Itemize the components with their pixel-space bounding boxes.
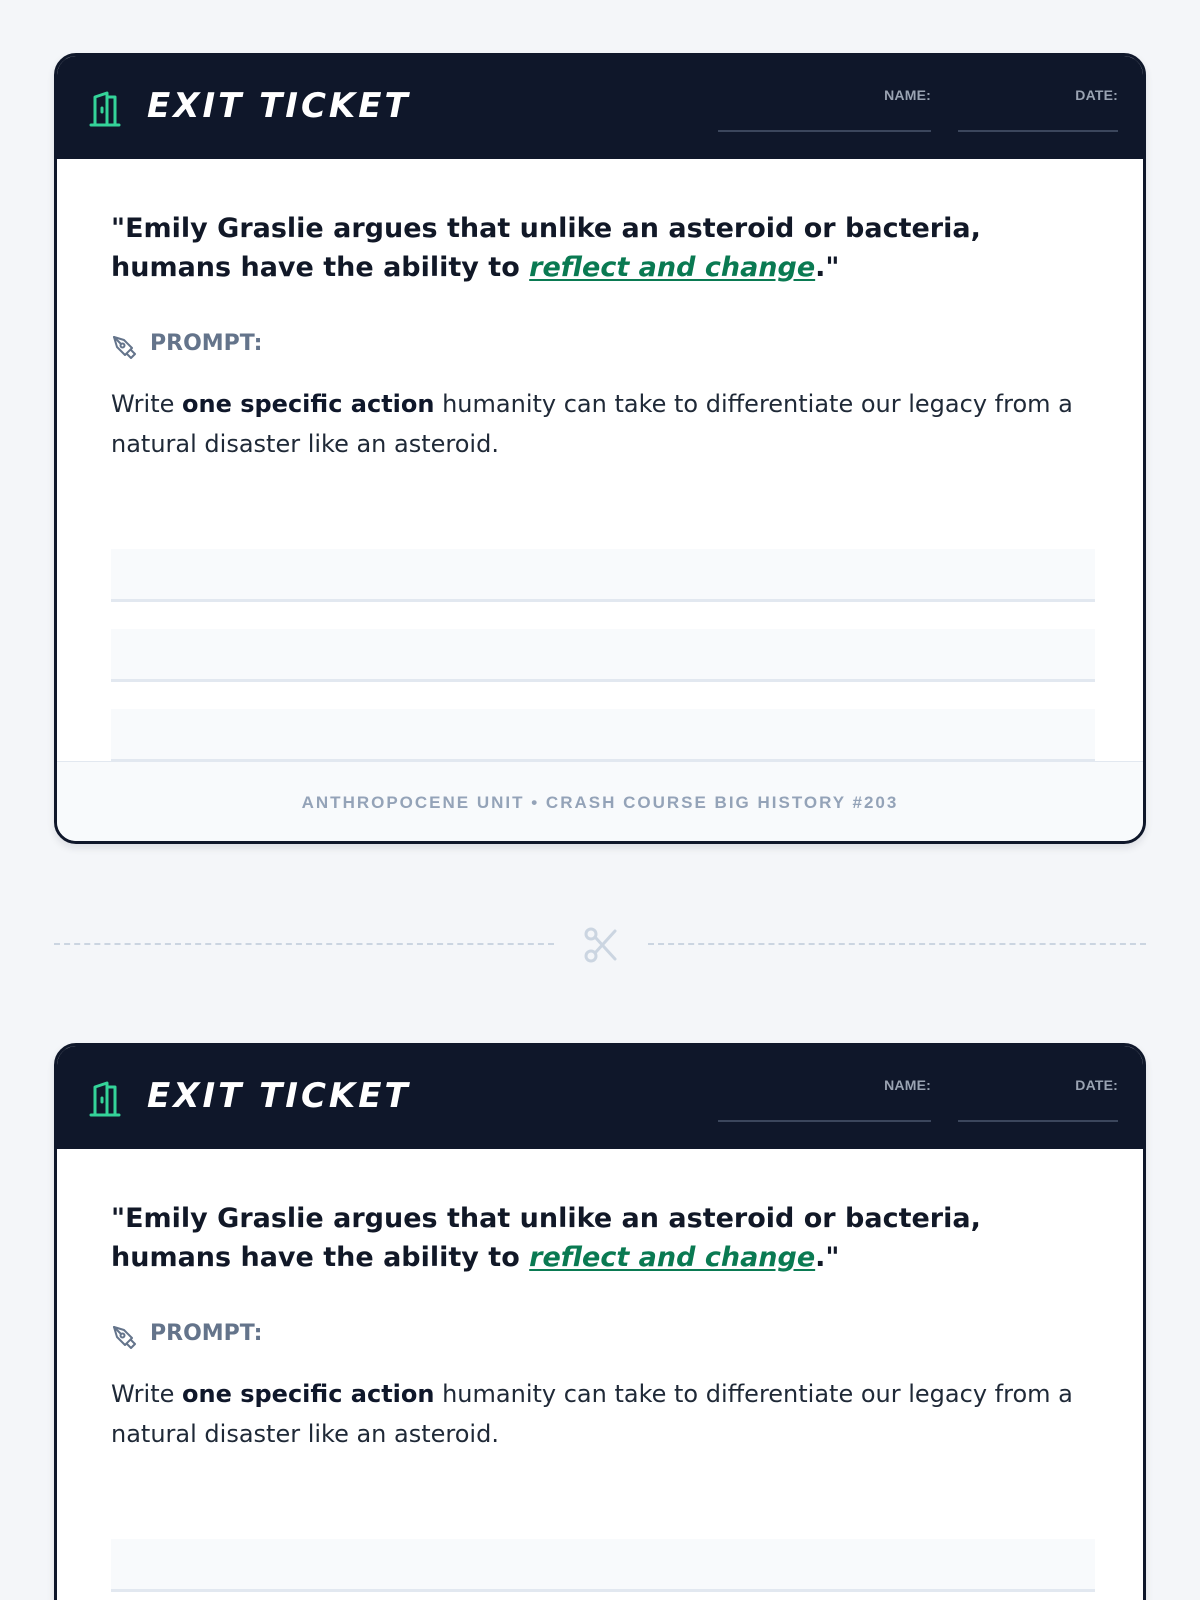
ticket-title: EXIT TICKET [147, 1076, 411, 1116]
prompt-start: Write [111, 1380, 182, 1408]
name-field[interactable] [718, 1074, 931, 1122]
prompt-start: Write [111, 390, 182, 418]
answer-line[interactable] [111, 709, 1095, 762]
quote-start: "Emily Graslie argues that unlike an asteroid or bacteria, humans have the ability to [111, 213, 981, 283]
prompt-end: humanity can take to differentiate our legacy from a natural disaster like an asteroid. [111, 390, 1073, 458]
pen-icon [111, 1324, 137, 1350]
quote-start: "Emily Graslie argues that unlike an asteroid or bacteria, humans have the ability to [111, 1203, 981, 1273]
prompt-text [111, 1374, 1095, 1454]
ticket-footer [57, 761, 1143, 844]
quote-highlight: reflect and change [529, 252, 816, 283]
prompt-emphasis: one specific action [182, 390, 435, 418]
dashed-divider-right [648, 943, 1146, 945]
name-label: NAME: [884, 1077, 931, 1093]
answer-line[interactable] [111, 549, 1095, 602]
ticket-header [57, 1046, 1143, 1149]
prompt-text [111, 384, 1095, 464]
quote-highlight: reflect and change [529, 1242, 816, 1273]
dashed-divider-left [54, 943, 554, 945]
quote-text [111, 1199, 1095, 1277]
date-label: DATE: [1075, 1077, 1118, 1093]
footer-text: ANTHROPOCENE UNIT • CRASH COURSE BIG HISTORY #203 [301, 793, 899, 812]
quote-end: ." [815, 1242, 840, 1273]
door-icon [85, 1079, 125, 1119]
ticket-title: EXIT TICKET [147, 86, 411, 126]
exit-ticket-2 [54, 1043, 1146, 1600]
quote-text [111, 209, 1095, 287]
answer-line[interactable] [111, 629, 1095, 682]
name-field[interactable] [718, 84, 931, 132]
date-field[interactable] [958, 1074, 1118, 1122]
ticket-header [57, 56, 1143, 159]
quote-end: ." [815, 252, 840, 283]
prompt-emphasis: one specific action [182, 1380, 435, 1408]
date-label: DATE: [1075, 87, 1118, 103]
cut-line [54, 920, 1146, 970]
prompt-label: PROMPT: [150, 1321, 263, 1346]
name-label: NAME: [884, 87, 931, 103]
prompt-label: PROMPT: [150, 331, 263, 356]
door-icon [85, 89, 125, 129]
exit-ticket-1 [54, 53, 1146, 844]
date-field[interactable] [958, 84, 1118, 132]
answer-line[interactable] [111, 1539, 1095, 1592]
prompt-end: humanity can take to differentiate our legacy from a natural disaster like an asteroid. [111, 1380, 1073, 1448]
scissors-icon [581, 925, 621, 965]
pen-icon [111, 334, 137, 360]
